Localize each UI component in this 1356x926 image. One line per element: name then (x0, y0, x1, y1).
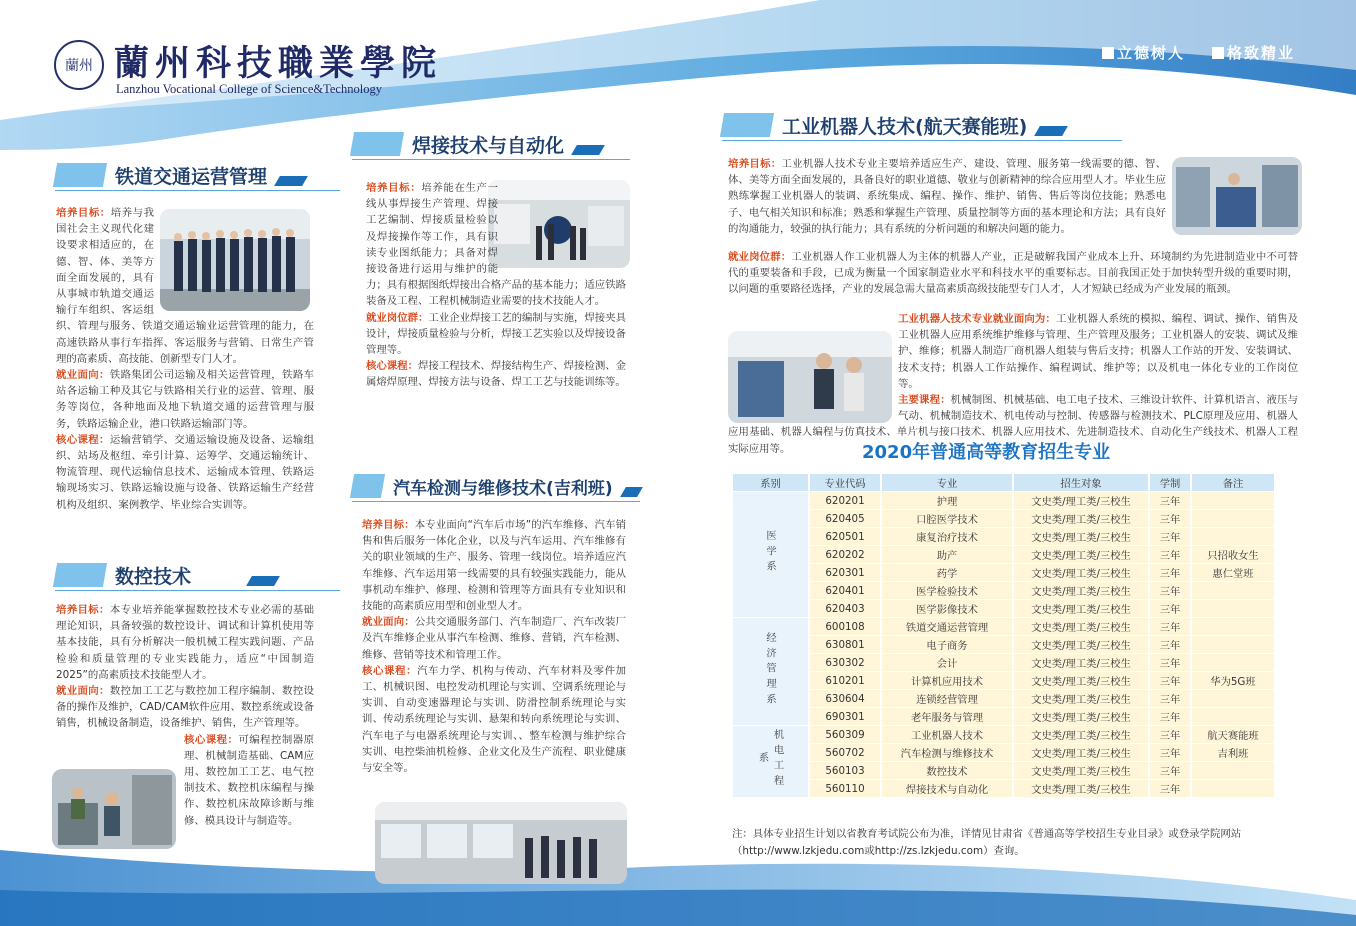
table-row (733, 744, 1274, 761)
target-cell: 文史类/理工类/三校生 (1014, 510, 1148, 527)
target-cell: 文史类/理工类/三校生 (1014, 744, 1148, 761)
section-header-robot (722, 111, 1122, 139)
photo-auto-visit (375, 802, 627, 884)
code-cell: 560103 (810, 762, 880, 779)
target-cell: 文史类/理工类/三校生 (1014, 582, 1148, 599)
code-cell: 560110 (810, 780, 880, 797)
department-cell (733, 492, 808, 617)
robot-goal: 培养目标：工业机器人技术专业主要培养适应生产、建设、管理、服务第一线需要的德、智、体、美等方面全面发展的，具备良好的职业道德、敬业与创新精神的综合应用型人才。毕业生应熟练掌握工业机器人的装调、系统集成、编程、操作、维护、销售、售后等岗位技能；熟悉电子、电气相关知识和标准；熟悉和掌握生产管理、质量控制等方面的基本理论和方法；具有良好的沟通能力，较强的执行能力；具有系统的分析问题的和解决问题的能力。 (728, 158, 1166, 235)
photo-cnc-lab (52, 769, 176, 849)
major-cell: 焊接技术与自动化 (882, 780, 1012, 797)
remark-cell: 惠仁堂班 (1192, 564, 1274, 581)
department-cell (733, 618, 808, 725)
department-name: 经济管理系 (764, 631, 776, 709)
target-cell: 文史类/理工类/三校生 (1014, 762, 1148, 779)
major-cell: 汽车检测与维修技术 (882, 744, 1012, 761)
major-cell: 医学影像技术 (882, 600, 1012, 617)
years-cell: 三年 (1150, 636, 1190, 653)
code-cell: 630302 (810, 654, 880, 671)
code-cell: 620301 (810, 564, 880, 581)
code-cell: 620403 (810, 600, 880, 617)
section-header-auto (352, 472, 640, 500)
code-cell: 690301 (810, 708, 880, 725)
remark-cell (1192, 636, 1274, 653)
section-header-railway (55, 161, 340, 189)
target-cell: 文史类/理工类/三校生 (1014, 492, 1148, 509)
years-cell: 三年 (1150, 708, 1190, 725)
section-title: 铁道交通运营管理 (115, 165, 268, 188)
major-cell: 铁道交通运营管理 (882, 618, 1012, 635)
table-row (733, 672, 1274, 689)
years-cell: 三年 (1150, 780, 1190, 797)
school-logo: 蘭州 (54, 40, 104, 90)
table-row (733, 636, 1274, 653)
years-cell: 三年 (1150, 510, 1190, 527)
section-title: 工业机器人技术(航天赛能班) (782, 115, 1028, 138)
school-name-en: Lanzhou Vocational College of Science&Technology (116, 82, 382, 96)
school-name-cn: 蘭州科技職業學院 (114, 43, 443, 84)
target-cell: 文史类/理工类/三校生 (1014, 546, 1148, 563)
remark-cell (1192, 708, 1274, 725)
code-cell: 610201 (810, 672, 880, 689)
section-header-welding (352, 130, 630, 158)
years-cell: 三年 (1150, 654, 1190, 671)
table-row (733, 510, 1274, 527)
department-name: 机电工程系 (756, 729, 784, 791)
years-cell: 三年 (1150, 690, 1190, 707)
robot-dir-course: 工业机器人技术专业就业面向为：工业机器人系统的模拟、编程、调试、操作、销售及工业机器人应用系统维护维修与管理、生产管理及服务；工业机器人的安装、调试及维护、维修；机器人制造厂商机器人组装与售后支持；机器人工作站的开发、安装调试、技术支持；机器人工作站操作、编程调试、维护等；以及机电一体化专业的工作岗位等。 主要课程：机械制图、机械基础、电工电子技术、三维设计软件、计算机语言、液压与气动、机械制造技术、机电传动与控制、传感器与检测技术、PLC原理及应用、机器人应用基础、机器人编程与仿真技术、单片机与接口技术、机器人应用技术、先进制造技术、自动化生产线技术、机器人工程实际应用等。 (728, 313, 1299, 455)
remark-cell (1192, 528, 1274, 545)
years-cell: 三年 (1150, 600, 1190, 617)
header-cell: 系别 (733, 474, 808, 491)
table-title: 2020年普通高等教育招生专业 (862, 442, 1111, 463)
remark-cell (1192, 510, 1274, 527)
cnc-text: 培养目标：本专业培养能掌握数控技术专业必需的基础理论知识，具备较强的数控设计、调试和计算机使用等基本技能，具有分析解决一般机械工程实践问题、产品检验和质量管理的专业实践能力，适应“中国制造2025”的高素质技术技能型人才。 就业面向：数控加工工艺与数控加工程序编制、数控设备的操作及维护，CAD/CAM软件应用、数控系统或设备销售，机械设备制造，设备维护、销售，生产管理等。 核心课程：可编程控制器原理、机械制造基础、CAM应用、数控加工工艺、电气控制技术、数控机床编程与操作、数控机床故障诊断与维修、模具设计与制造等。 (56, 604, 315, 827)
square-icon (1212, 47, 1224, 59)
robot-job: 就业岗位群：工业机器人作工业机器人为主体的机器人产业，正是破解我国产业成本上升、环境制约为先进制造业中不可替代的重要装备和手段，已成为衡量一个国家制造业水平和科技水平的重要标志。目前我国正处于加快转型升级的重要时期，以问题的重要路径选择，产业的发展急需大量高素质高级技能型专门人才，人才短缺已经成为产业发展的瓶颈。 (728, 251, 1299, 296)
target-cell: 文史类/理工类/三校生 (1014, 654, 1148, 671)
code-cell: 620201 (810, 492, 880, 509)
major-cell: 老年服务与管理 (882, 708, 1012, 725)
target-cell: 文史类/理工类/三校生 (1014, 564, 1148, 581)
table-row (733, 708, 1274, 725)
table-row (733, 528, 1274, 545)
major-cell: 工业机器人技术 (882, 726, 1012, 743)
remark-cell (1192, 618, 1274, 635)
table-row (733, 762, 1274, 779)
target-cell: 文史类/理工类/三校生 (1014, 780, 1148, 797)
major-cell: 口腔医学技术 (882, 510, 1012, 527)
remark-cell (1192, 582, 1274, 599)
major-cell: 数控技术 (882, 762, 1012, 779)
code-cell: 600108 (810, 618, 880, 635)
major-cell: 会计 (882, 654, 1012, 671)
code-cell: 560309 (810, 726, 880, 743)
header-cell: 专业代码 (810, 474, 880, 491)
welding-text: 培养目标：培养能在生产一线从事焊接生产管理、焊接工艺编制、焊接质量检验以及焊接操作等工作，具有识读专业图纸能力；具备对焊接设备进行运用与维护的能力；具有根据图纸焊接出合格产品的基本能力；适应铁路装备及工程、工程机械制造业需要的技术技能人才。 就业岗位群：工业企业焊接工艺的编制与实施，焊接夹具设计，焊接质量检验与分析，焊接工艺实验以及焊接设备管理等。 核心课程：焊接工程技术、焊接结构生产、焊接检测、金属熔焊原理、焊接方法与设备、焊工工艺与技能训练等。 (366, 182, 627, 389)
auto-text: 培养目标：本专业面向“汽车后市场”的汽车维修、汽车销售和售后服务一体化企业，以及与汽车运用、汽车维修有关的职业领域的生产、服务、管理一线岗位。培养适应汽车维修、汽车运用第一线需要的具有较强实践能力，能从事机动车维护、修理、检测和管理等方面具有专业知识和技能的高素质应用型和创业型人才。 就业面向：公共交通服务部门、汽车制造厂、汽车改装厂及汽车维修企业从事汽车检测、维修、营销，汽车检测、维修、营销等技术和管理工作。 核心课程：汽车力学、机构与传动、汽车材料及零件加工、机械识图、电控发动机理论与实训、空调系统理论与实训、自动变速器理论与实训、防滑控制系统理论与实训、传动系统理论与实训、悬架和转向系统理论与实训、汽车电子与电器系统理论与实训、、整车检测与维护综合实训、电控柴油机检修、企业文化及生产流程、职业健康与安全等。 (362, 519, 627, 775)
years-cell: 三年 (1150, 726, 1190, 743)
header-cell: 招生对象 (1014, 474, 1148, 491)
code-cell: 620405 (810, 510, 880, 527)
remark-cell (1192, 780, 1274, 797)
years-cell: 三年 (1150, 546, 1190, 563)
remark-cell (1192, 492, 1274, 509)
target-cell: 文史类/理工类/三校生 (1014, 600, 1148, 617)
code-cell: 620501 (810, 528, 880, 545)
section-title: 焊接技术与自动化 (412, 134, 565, 157)
motto-1: 立德树人 (1102, 42, 1185, 63)
code-cell: 630604 (810, 690, 880, 707)
square-icon (1102, 47, 1114, 59)
enrollment-table (731, 473, 1276, 798)
major-cell: 连锁经营管理 (882, 690, 1012, 707)
major-cell: 计算机应用技术 (882, 672, 1012, 689)
department-name: 医学系 (764, 530, 776, 576)
remark-cell (1192, 762, 1274, 779)
railway-text: 培养目标：培养与我国社会主义现代化建设要求相适应的，在德、智、体、美等方面全面发展的，具有从事城市轨道交通运输行车组织、客运组织、管理与服务、铁道交通运输业运营管理的能力，在高速铁路从事行车指挥、客运服务与营销、日常生产管理的高素质、高技能、创新型专门人才。 就业面向：铁路集团公司运输及相关运营管理，铁路车站各运输工种及其它与铁路相关行业的运营、管理、服务等岗位，各种地面及地下轨道交通的运营管理与服务，铁路运输企业，港口铁路运输部门等。 核心课程：运输营销学、交通运输设施及设备、运输组织、站场及枢纽、牵引计算、运筹学、交通运输统计、物流管理、现代运输信息技术、运输成本管理、铁路运输现场实习、铁路运输设施与设备、铁路运输生产经营机构及组织、案例教学、毕业综合实训等。 (56, 207, 314, 511)
target-cell: 文史类/理工类/三校生 (1014, 726, 1148, 743)
motto-2: 格致精业 (1212, 42, 1295, 63)
remark-cell: 华为5G班 (1192, 672, 1274, 689)
target-cell: 文史类/理工类/三校生 (1014, 528, 1148, 545)
major-cell: 康复治疗技术 (882, 528, 1012, 545)
years-cell: 三年 (1150, 744, 1190, 761)
code-cell: 560702 (810, 744, 880, 761)
table-row (733, 726, 1274, 743)
table-row (733, 690, 1274, 707)
table-header-row (733, 474, 1274, 491)
section-title: 汽车检测与维修技术(吉利班) (393, 478, 613, 499)
major-cell: 电子商务 (882, 636, 1012, 653)
years-cell: 三年 (1150, 618, 1190, 635)
code-cell: 620401 (810, 582, 880, 599)
header-cell: 备注 (1192, 474, 1274, 491)
years-cell: 三年 (1150, 528, 1190, 545)
remark-cell: 只招收女生 (1192, 546, 1274, 563)
table-row (733, 600, 1274, 617)
table-row (733, 780, 1274, 797)
years-cell: 三年 (1150, 672, 1190, 689)
remark-cell (1192, 690, 1274, 707)
table-row (733, 582, 1274, 599)
table-row (733, 492, 1274, 509)
code-cell: 630801 (810, 636, 880, 653)
target-cell: 文史类/理工类/三校生 (1014, 636, 1148, 653)
years-cell: 三年 (1150, 564, 1190, 581)
years-cell: 三年 (1150, 762, 1190, 779)
code-cell: 620202 (810, 546, 880, 563)
header-cell: 专业 (882, 474, 1012, 491)
table-row (733, 618, 1274, 635)
target-cell: 文史类/理工类/三校生 (1014, 672, 1148, 689)
target-cell: 文史类/理工类/三校生 (1014, 708, 1148, 725)
table-row (733, 546, 1274, 563)
major-cell: 助产 (882, 546, 1012, 563)
table-row (733, 654, 1274, 671)
section-header-cnc (55, 561, 340, 589)
remark-cell (1192, 600, 1274, 617)
target-cell: 文史类/理工类/三校生 (1014, 690, 1148, 707)
department-cell (733, 726, 808, 797)
major-cell: 医学检验技术 (882, 582, 1012, 599)
section-title: 数控技术 (115, 565, 192, 588)
photo-robot-workshop (1172, 157, 1302, 235)
remark-cell (1192, 654, 1274, 671)
remark-cell: 吉利班 (1192, 744, 1274, 761)
major-cell: 护理 (882, 492, 1012, 509)
remark-cell: 航天赛能班 (1192, 726, 1274, 743)
years-cell: 三年 (1150, 582, 1190, 599)
target-cell: 文史类/理工类/三校生 (1014, 618, 1148, 635)
table-note: 注：具体专业招生计划以省教育考试院公布为准，详情见甘肃省《普通高等学校招生专业目录》或登录学院网站（http://www.lzkjedu.com或http://zs.lzkjedu.com）查询。 (732, 828, 1242, 857)
table-row (733, 564, 1274, 581)
years-cell: 三年 (1150, 492, 1190, 509)
header-cell: 学制 (1150, 474, 1190, 491)
major-cell: 药学 (882, 564, 1012, 581)
